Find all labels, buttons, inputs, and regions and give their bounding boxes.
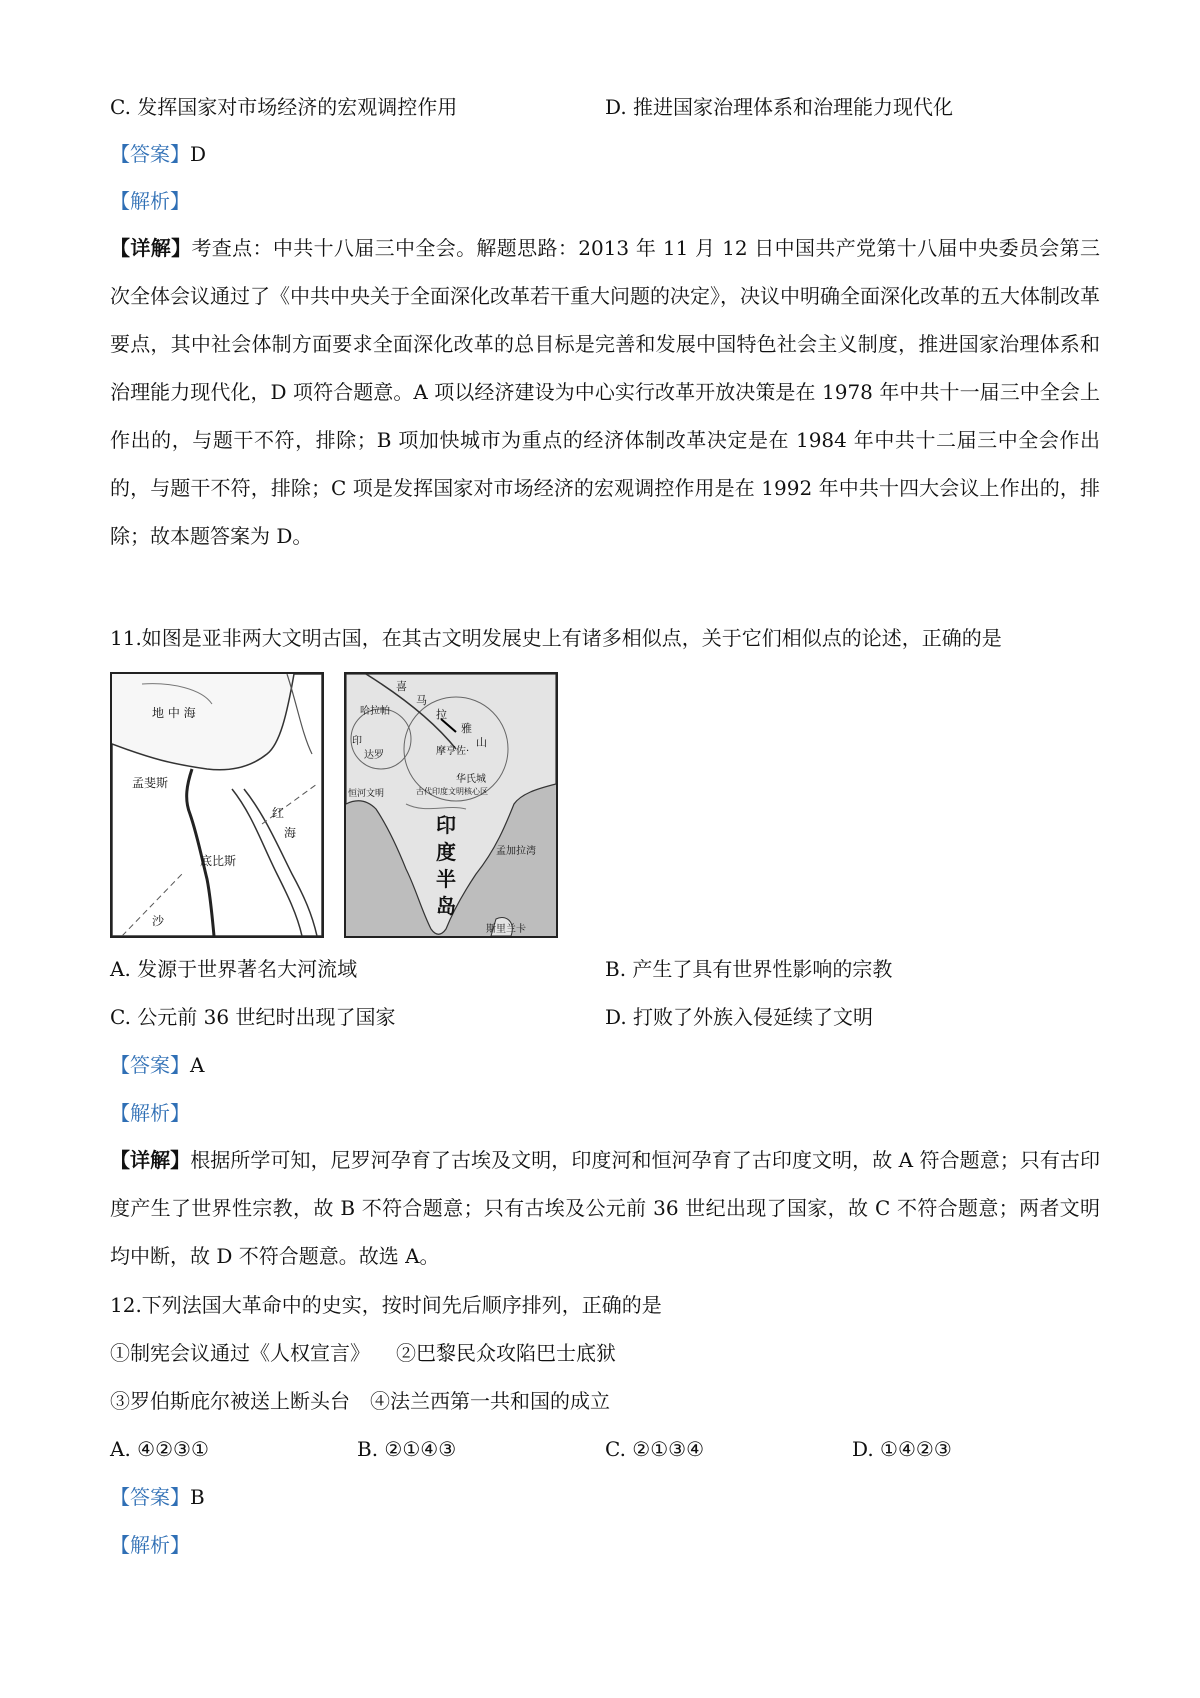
q12-stem: 12.下列法国大革命中的史实，按时间先后顺序排列，正确的是: [110, 1293, 662, 1317]
map2-label-bay: 孟加拉湾: [496, 846, 536, 857]
q11-option-a: A. 发源于世界著名大河流域: [110, 957, 358, 981]
answer-value: D: [190, 142, 207, 166]
q10-analysis-tag: 【解析】: [110, 189, 190, 213]
map2-label-peninsula-2: 度: [436, 840, 456, 864]
answer-tag: 【答案】: [110, 1053, 190, 1077]
q11-answer-line: [110, 1050, 204, 1080]
map2-label-mohenjo: 摩亨佐·: [436, 746, 470, 757]
q12-items-row-2: [110, 1386, 610, 1416]
q11-option-c: C. 公元前 36 世纪时出现了国家: [110, 1005, 396, 1029]
map1-label-desert: 沙: [152, 914, 165, 928]
q11-analysis-tag: 【解析】: [110, 1101, 190, 1125]
q12-option-d: D. ①④②③: [852, 1437, 952, 1461]
q10-option-c: C. 发挥国家对市场经济的宏观调控作用: [110, 95, 458, 119]
q12-analysis-tag: 【解析】: [110, 1533, 190, 1557]
q11-option-b: B. 产生了具有世界性影响的宗教: [605, 957, 893, 981]
egypt-map-drawing: [112, 674, 322, 936]
map1-label-thebes: 底比斯: [200, 854, 237, 868]
q12-items-row-1: [110, 1338, 616, 1368]
map2-label-peninsula-1: 印: [436, 813, 456, 837]
detail-tag: 【详解】: [110, 236, 192, 260]
q12-item-3: ③罗伯斯庇尔被送上断头台: [110, 1389, 350, 1413]
q12-item-2: ②巴黎民众攻陷巴士底狱: [396, 1341, 616, 1365]
map2-label-huashicheng: 华氏城: [456, 774, 486, 785]
q10-answer-line: [110, 139, 206, 169]
map2-label-ganges: 恒河文明: [348, 789, 385, 799]
q11-option-d: D. 打败了外族入侵延续了文明: [605, 1005, 874, 1029]
answer-value: B: [190, 1485, 205, 1509]
q12-option-b: B. ②①④③: [357, 1437, 457, 1461]
q12-answer-line: [110, 1482, 205, 1512]
q12-item-1: ①制宪会议通过《人权宣言》: [110, 1341, 370, 1365]
detail-tag: 【详解】: [110, 1148, 191, 1172]
map1-label-red: 红: [272, 806, 285, 820]
map2-label-ma: 马: [416, 694, 427, 707]
map2-label-core-area: 古代印度文明核心区: [416, 787, 488, 796]
india-map: [344, 672, 558, 938]
map2-label-daluo: 达罗: [364, 750, 384, 761]
answer-tag: 【答案】: [110, 142, 190, 166]
map2-label-la: 拉: [436, 708, 447, 721]
map2-label-harappa: 哈拉帕: [360, 706, 390, 717]
map1-label-sea2: 海: [284, 826, 297, 840]
map2-label-xi: 喜: [396, 680, 407, 693]
map2-label-yin: 印: [352, 736, 362, 747]
map2-label-peninsula-4: 岛: [436, 894, 456, 918]
answer-tag: 【答案】: [110, 1485, 190, 1509]
map1-label-memphis: 孟斐斯: [132, 776, 169, 790]
q10-detail: [110, 224, 1100, 560]
map1-label-sea: 地 中 海: [152, 706, 196, 720]
detail-text: 根据所学可知，尼罗河孕育了古埃及文明，印度河和恒河孕育了古印度文明，故 A 符合题意；只有古印度产生了世界性宗教，故 B 不符合题意；只有古埃及公元前 36 世纪出现了国家，故 C 不符合题意；两者文明均中断，故 D 不符合题意。故选 A。: [110, 1148, 1100, 1268]
map2-label-peninsula-3: 半: [436, 867, 456, 891]
map2-label-ya: 雅: [461, 722, 472, 735]
q12-option-a: A. ④②③①: [110, 1437, 209, 1461]
q10-option-d: D. 推进国家治理体系和治理能力现代化: [605, 95, 954, 119]
answer-value: A: [190, 1053, 205, 1077]
map2-label-srilanka: 斯里兰卡: [486, 924, 526, 935]
map2-label-shan: 山: [476, 736, 487, 749]
q11-detail: [110, 1136, 1100, 1280]
q11-stem: 11.如图是亚非两大文明古国，在其古文明发展史上有诸多相似点，关于它们相似点的论述，正确的是: [110, 626, 1002, 650]
q12-item-4: ④法兰西第一共和国的成立: [370, 1389, 610, 1413]
detail-text: 考查点：中共十八届三中全会。解题思路：2013 年 11 月 12 日中国共产党第十八届中央委员会第三次全体会议通过了《中共中央关于全面深化改革若干重大问题的决定》，决议中明确全面深化改革的五大体制改革要点，其中社会体制方面要求全面深化改革的总目标是完善和发展中国特色社会主义制度，推进国家治理体系和治理能力现代化，D 项符合题意。A 项以经济建设为中心实行改革开放决策是在 1978 年中共十一届三中全会上作出的，与题干不符，排除；B 项加快城市为重点的经济体制改革决定是在 1984 年中共十二届三中全会作出的，与题干不符，排除；C 项是发挥国家对市场经济的宏观调控作用是在 1992 年中共十四大会议上作出的，排除；故本题答案为 D。: [110, 236, 1101, 548]
q12-option-c: C. ②①③④: [605, 1437, 705, 1461]
egypt-map: [110, 672, 324, 938]
